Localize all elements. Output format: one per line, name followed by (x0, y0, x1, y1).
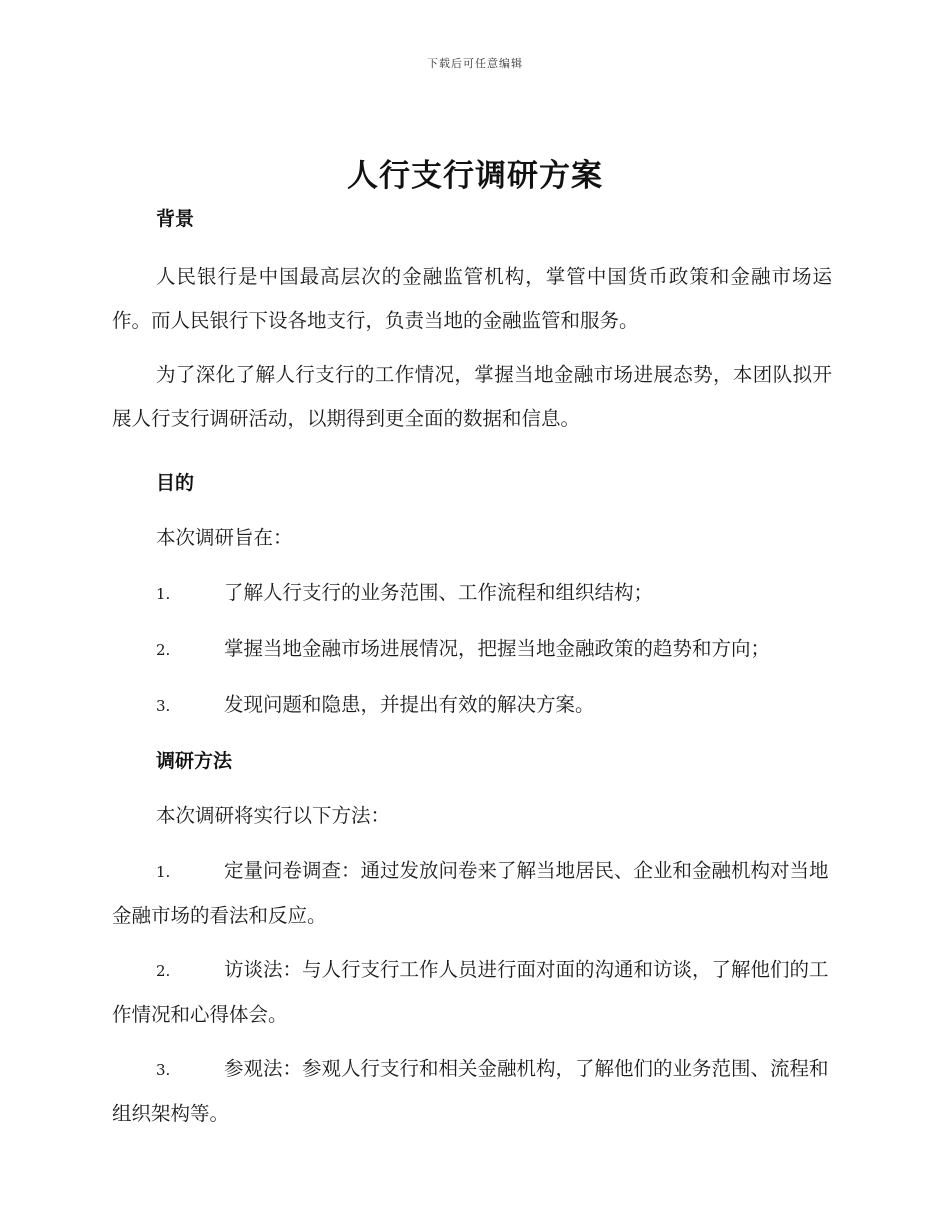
section-heading-purpose: 目的 (156, 472, 195, 494)
methods-item-1 (112, 849, 832, 938)
background-paragraph-2: 为了深化了解人行支行的工作情况，掌握当地金融市场进展态势，本团队拟开展人行支行调研活动，以期得到更全面的数据和信息。 (112, 363, 832, 430)
list-item-text: 发现问题和隐患，并提出有效的解决方案。 (224, 693, 595, 716)
list-number: 3. (156, 1061, 171, 1079)
list-item-text: 访谈法：与人行支行工作人员进行面对面的沟通和访谈，了解他们的工作情况和心得体会。 (112, 958, 829, 1026)
list-number: 1. (156, 863, 171, 881)
methods-item-3 (112, 1047, 832, 1136)
list-number: 2. (156, 641, 171, 659)
methods-item-2 (112, 948, 832, 1037)
list-number: 2. (156, 962, 171, 980)
document-body (112, 205, 832, 1136)
document-title: 人行支行调研方案 (347, 158, 603, 194)
section-heading-background: 背景 (156, 208, 195, 230)
list-number: 3. (156, 697, 171, 715)
list-item-text: 参观法：参观人行支行和相关金融机构，了解他们的业务范围、流程和组织架构等。 (112, 1057, 829, 1125)
purpose-item-1 (112, 579, 832, 608)
header-note: 下载后可任意编辑 (427, 57, 523, 70)
list-number: 1. (156, 585, 171, 603)
section-heading-methods: 调研方法 (156, 750, 233, 772)
purpose-intro: 本次调研旨在： (156, 526, 293, 549)
background-paragraph-1: 人民银行是中国最高层次的金融监管机构，掌管中国货币政策和金融市场运作。而人民银行下设各地支行，负责当地的金融监管和服务。 (112, 265, 832, 332)
list-item-text: 定量问卷调查：通过发放问卷来了解当地居民、企业和金融机构对当地金融市场的看法和反应。 (112, 859, 829, 927)
purpose-item-3 (112, 691, 832, 720)
list-item-text: 了解人行支行的业务范围、工作流程和组织结构； (224, 581, 654, 604)
list-item-text: 掌握当地金融市场进展情况，把握当地金融政策的趋势和方向； (224, 637, 771, 660)
purpose-item-2 (112, 635, 832, 664)
methods-intro: 本次调研将实行以下方法： (156, 804, 391, 827)
